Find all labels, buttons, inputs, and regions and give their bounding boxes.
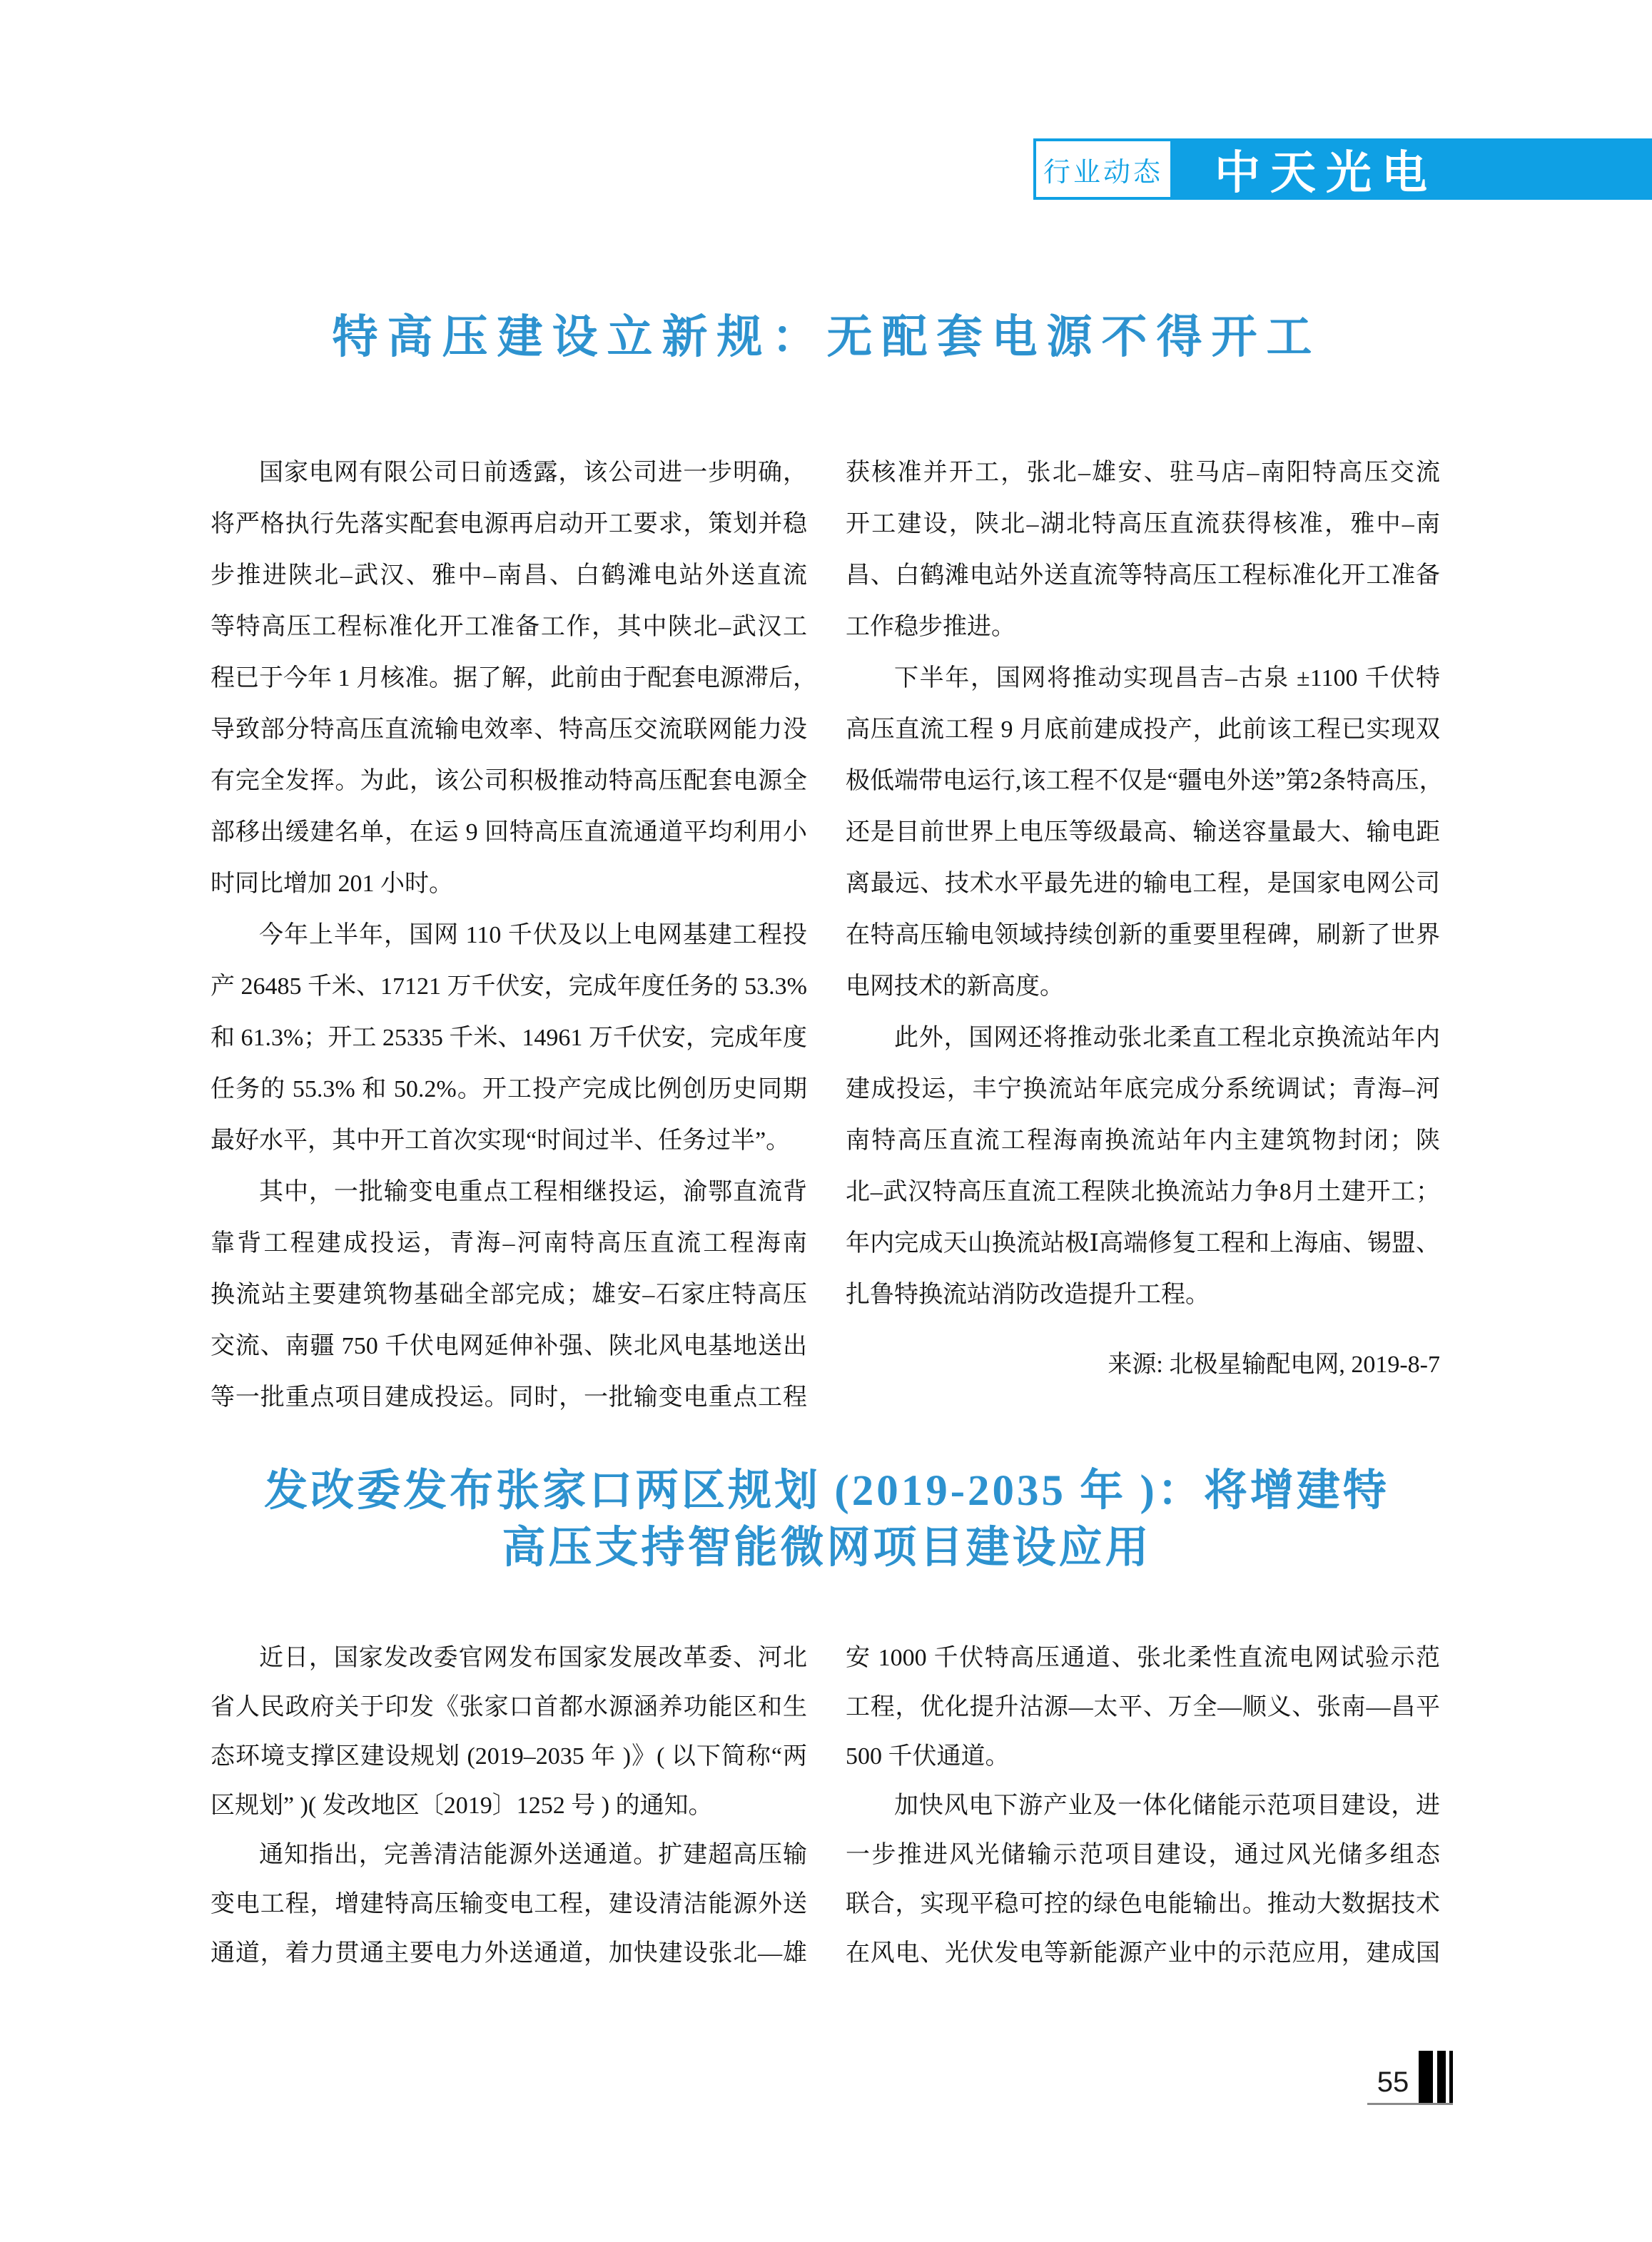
section-tag <box>1033 138 1173 200</box>
brand-bar <box>1173 138 1652 200</box>
text-line: 加快风电下游产业及一体化储能示范项目建设，进 <box>894 1792 1440 1819</box>
article1-title: 特高压建设立新规：无配套电源不得开工 <box>332 312 1322 362</box>
footer-bars-icon <box>1419 2051 1433 2104</box>
text-line: 年内完成天山换流站极Ⅰ高端修复工程和上海庙、锡盟、 <box>846 1230 1440 1257</box>
text-line: 交流、南疆 750 千伏电网延伸补强、陕北风电基地送出 <box>211 1333 807 1359</box>
text-line: 建成投运，丰宁换流站年底完成分系统调试；青海–河 <box>846 1076 1440 1102</box>
text-line: 工程，优化提升沽源—太平、万全—顺义、张南—昌平 <box>846 1694 1440 1720</box>
text-line: 任务的 55.3% 和 50.2%。开工投产完成比例创历史同期 <box>211 1076 807 1102</box>
text-line: 联合，实现平稳可控的绿色电能输出。推动大数据技术 <box>846 1891 1440 1917</box>
text-line: 变电工程，增建特高压输变电工程，建设清洁能源外送 <box>211 1891 807 1917</box>
text-line: 扎鲁特换流站消防改造提升工程。 <box>846 1282 1210 1308</box>
text-line: 一步推进风光储输示范项目建设，通过风光储多组态 <box>846 1842 1440 1868</box>
text-line: 下半年，国网将推动实现昌吉–古泉 ±1100 千伏特 <box>894 665 1440 691</box>
article2-title <box>214 1463 1439 1577</box>
text-line: 国家电网有限公司日前透露，该公司进一步明确， <box>259 460 807 486</box>
text-line: 靠背工程建成投运，青海–河南特高压直流工程海南 <box>211 1230 807 1257</box>
article2-left-column <box>211 1633 807 1978</box>
text-line: 和 61.3%；开工 25335 千米、14961 万千伏安，完成年度 <box>211 1025 807 1051</box>
page-number: 55 <box>1377 2066 1409 2098</box>
footer-rule <box>1367 2103 1453 2105</box>
text-line: 其中，一批输变电重点工程相继投运，渝鄂直流背 <box>259 1179 807 1205</box>
text-line: 南特高压直流工程海南换流站年内主建筑物封闭；陕 <box>846 1127 1440 1154</box>
footer-bars-icon <box>1449 2051 1453 2104</box>
text-line: 今年上半年，国网 110 千伏及以上电网基建工程投 <box>259 922 807 948</box>
text-line: 区规划” )( 发改地区〔2019〕1252 号 ) 的通知。 <box>211 1792 713 1819</box>
text-line: 产 26485 千米、17121 万千伏安，完成年度任务的 53.3% <box>211 973 807 1000</box>
text-line: 等特高压工程标准化开工准备工作，其中陕北–武汉工 <box>211 614 807 640</box>
text-line: 离最远、技术水平最先进的输电工程，是国家电网公司 <box>846 871 1440 897</box>
text-line: 将严格执行先落实配套电源再启动开工要求，策划并稳 <box>211 511 807 537</box>
text-line: 有完全发挥。为此，该公司积极推动特高压配套电源全 <box>211 768 807 794</box>
text-line: 近日，国家发改委官网发布国家发展改革委、河北 <box>259 1645 807 1671</box>
text-line: 电网技术的新高度。 <box>846 973 1064 1000</box>
article2-right-column <box>846 1633 1440 1978</box>
text-line: 开工建设，陕北–湖北特高压直流获得核准，雅中–南 <box>846 511 1440 537</box>
section-tag-label: 行业动态 <box>1043 157 1163 188</box>
article1-right-column <box>846 447 1444 1321</box>
text-line: 500 千伏通道。 <box>846 1743 1010 1770</box>
text-line: 还是目前世界上电压等级最高、输送容量最大、输电距 <box>846 819 1440 846</box>
text-line: 在特高压输电领域持续创新的重要里程碑，刷新了世界 <box>846 922 1440 948</box>
text-line: 北–武汉特高压直流工程陕北换流站力争8月土建开工； <box>846 1179 1440 1205</box>
brand-logo-text: 中天光电 <box>1215 146 1437 200</box>
text-line: 在风电、光伏发电等新能源产业中的示范应用，建成国 <box>846 1940 1440 1967</box>
text-line: 通道，着力贯通主要电力外送通道，加快建设张北—雄 <box>211 1940 807 1967</box>
text-line: 部移出缓建名单，在运 9 回特高压直流通道平均利用小 <box>211 819 807 846</box>
text-line: 安 1000 千伏特高压通道、张北柔性直流电网试验示范 <box>846 1645 1440 1671</box>
footer-bars-icon <box>1437 2051 1446 2104</box>
text-line: 省人民政府关于印发《张家口首都水源涵养功能区和生 <box>211 1694 807 1720</box>
text-line: 态环境支撑区建设规划 (2019–2035 年 )》( 以下简称“两 <box>211 1743 807 1770</box>
article1-source: 来源: 北极星输配电网, 2019-8-7 <box>1108 1351 1440 1378</box>
text-line: 此外，国网还将推动张北柔直工程北京换流站年内 <box>894 1025 1440 1051</box>
text-line: 昌、白鹤滩电站外送直流等特高压工程标准化开工准备 <box>846 562 1440 589</box>
text-line: 等一批重点项目建成投运。同时，一批输变电重点工程 <box>211 1384 807 1411</box>
text-line: 最好水平，其中开工首次实现“时间过半、任务过半”。 <box>211 1127 791 1154</box>
text-line: 通知指出，完善清洁能源外送通道。扩建超高压输 <box>259 1842 807 1868</box>
article2-title-line1: 发改委发布张家口两区规划 (2019-2035 年 )：将增建特 <box>264 1467 1389 1515</box>
text-line: 换流站主要建筑物基础全部完成；雄安–石家庄特高压 <box>211 1282 807 1308</box>
text-line: 高压直流工程 9 月底前建成投产，此前该工程已实现双 <box>846 716 1440 743</box>
text-line: 获核准并开工，张北–雄安、驻马店–南阳特高压交流 <box>846 460 1440 486</box>
text-line: 极低端带电运行,该工程不仅是“疆电外送”第2条特高压， <box>846 768 1444 794</box>
text-line: 工作稳步推进。 <box>846 614 1015 640</box>
text-line: 时同比增加 201 小时。 <box>211 871 453 897</box>
text-line: 步推进陕北–武汉、雅中–南昌、白鹤滩电站外送直流 <box>211 562 807 589</box>
article1-left-column <box>211 447 817 1424</box>
text-line: 程已于今年 1 月核准。据了解，此前由于配套电源滞后， <box>211 665 817 691</box>
text-line: 导致部分特高压直流输电效率、特高压交流联网能力没 <box>211 716 807 743</box>
article2-title-line2: 高压支持智能微网项目建设应用 <box>502 1524 1152 1572</box>
